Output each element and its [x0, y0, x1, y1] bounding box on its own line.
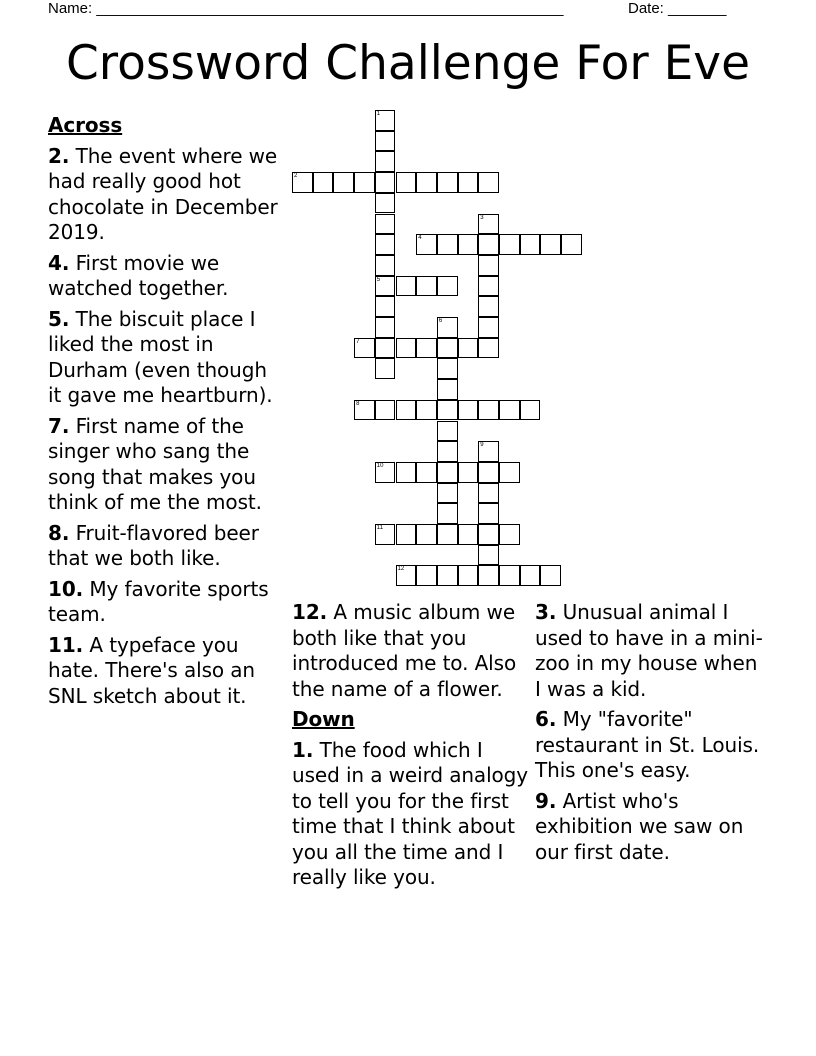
grid-cell[interactable]	[478, 296, 499, 317]
grid-cell[interactable]	[375, 524, 396, 545]
grid-cell[interactable]	[416, 276, 437, 297]
grid-cell[interactable]	[416, 400, 437, 421]
grid-cell[interactable]	[416, 234, 437, 255]
down-clue	[535, 707, 765, 784]
date-field-label: Date: _______	[628, 0, 727, 17]
grid-cell[interactable]	[396, 462, 417, 483]
clue-number: 7.	[48, 413, 70, 438]
clue-text: A typeface you hate. There's also an SNL sketch about it.	[48, 632, 256, 708]
clue-text: First name of the singer who sang the song that makes you think of me the most.	[48, 413, 262, 514]
clue-number: 6.	[535, 707, 557, 731]
across-clue	[48, 414, 284, 516]
grid-cell[interactable]	[437, 338, 458, 359]
clue-number: 10.	[48, 576, 84, 601]
grid-cell[interactable]	[416, 462, 437, 483]
grid-cell[interactable]	[458, 400, 479, 421]
clue-text: The event where we had really good hot chocolate in December 2019.	[48, 143, 278, 244]
grid-cell[interactable]	[437, 358, 458, 379]
grid-cell[interactable]	[520, 234, 541, 255]
grid-cell[interactable]	[292, 172, 313, 193]
grid-cell[interactable]	[375, 172, 396, 193]
clue-text: A music album we both like that you introduced me to. Also the name of a flower.	[292, 600, 517, 701]
grid-cell[interactable]	[520, 565, 541, 586]
grid-cell[interactable]	[396, 276, 417, 297]
grid-cell[interactable]	[458, 338, 479, 359]
grid-cell[interactable]	[375, 462, 396, 483]
clue-number: 12.	[292, 600, 328, 624]
page-title: Crossword Challenge For Eve	[65, 36, 751, 91]
grid-cell[interactable]	[375, 255, 396, 276]
clue-text: Artist who's exhibition we saw on our first date.	[535, 788, 744, 864]
grid-cell[interactable]	[478, 483, 499, 504]
grid-cell[interactable]	[478, 338, 499, 359]
grid-cell[interactable]	[458, 462, 479, 483]
grid-cell[interactable]	[375, 400, 396, 421]
grid-cell[interactable]	[437, 483, 458, 504]
across-clue	[48, 521, 284, 572]
grid-cell[interactable]	[437, 565, 458, 586]
grid-cell[interactable]	[375, 338, 396, 359]
grid-cell[interactable]	[561, 234, 582, 255]
clue-number: 11.	[48, 632, 84, 657]
clue-number: 5.	[48, 306, 70, 331]
grid-cell[interactable]	[437, 503, 458, 524]
grid-cell[interactable]	[540, 565, 561, 586]
clue-text: The biscuit place I liked the most in Durham (even though it gave me heartburn).	[48, 306, 273, 407]
grid-cell[interactable]	[458, 172, 479, 193]
grid-cell[interactable]	[478, 503, 499, 524]
cell-number: 9	[480, 442, 484, 449]
across-clue	[48, 633, 284, 710]
down-clue	[292, 738, 528, 891]
grid-cell[interactable]	[478, 234, 499, 255]
grid-cell[interactable]	[478, 276, 499, 297]
grid-cell[interactable]	[375, 214, 396, 235]
grid-cell[interactable]	[478, 462, 499, 483]
clue-number: 9.	[535, 788, 557, 813]
grid-cell[interactable]	[333, 172, 354, 193]
clues-column-3	[535, 600, 765, 870]
grid-cell[interactable]	[354, 172, 375, 193]
name-field-label: Name: ________________________________________________________	[48, 0, 564, 17]
clue-text: Fruit-flavored beer that we both like.	[48, 520, 259, 570]
clue-text: The food which I used in a weird analogy to tell you for the first time that I think about you all the time and I really like you.	[292, 737, 529, 889]
grid-cell[interactable]	[437, 172, 458, 193]
clues-column-2	[292, 600, 528, 896]
grid-cell[interactable]	[375, 131, 396, 152]
grid-cell[interactable]	[540, 234, 561, 255]
name-date-header	[0, 0, 816, 22]
grid-cell[interactable]	[478, 524, 499, 545]
grid-cell[interactable]	[520, 400, 541, 421]
cell-number: 3	[480, 214, 484, 221]
cell-number: 4	[418, 235, 422, 242]
grid-cell[interactable]	[396, 524, 417, 545]
cell-number: 5	[376, 276, 381, 283]
grid-cell[interactable]	[437, 524, 458, 545]
grid-cell[interactable]	[437, 400, 458, 421]
grid-cell[interactable]	[458, 524, 479, 545]
clue-text: Unusual animal I used to have in a mini-zoo in my house when I was a kid.	[535, 600, 763, 701]
clue-text: First movie we watched together.	[48, 250, 229, 300]
grid-cell[interactable]	[416, 172, 437, 193]
clue-text: My favorite sports team.	[48, 576, 269, 626]
grid-cell[interactable]	[375, 276, 396, 297]
across-clue	[48, 144, 284, 246]
grid-cell[interactable]	[499, 400, 520, 421]
grid-cell[interactable]	[478, 317, 499, 338]
grid-cell[interactable]	[437, 462, 458, 483]
clue-number: 8.	[48, 520, 70, 545]
grid-cell[interactable]	[499, 234, 520, 255]
cell-number: 6	[438, 318, 443, 324]
grid-cell[interactable]	[437, 421, 458, 442]
clue-number: 4.	[48, 250, 70, 275]
grid-cell[interactable]	[375, 317, 396, 338]
grid-cell[interactable]	[396, 565, 417, 586]
clue-text: My "favorite" restaurant in St. Louis. This one's easy.	[535, 707, 760, 782]
grid-cell[interactable]	[499, 524, 520, 545]
cell-number: 7	[356, 338, 360, 345]
grid-cell[interactable]	[478, 441, 499, 462]
grid-cell[interactable]	[478, 214, 499, 235]
grid-cell[interactable]	[396, 400, 417, 421]
grid-cell[interactable]	[416, 524, 437, 545]
cell-number: 12	[397, 566, 405, 573]
cell-number: 11	[376, 525, 384, 531]
grid-cell[interactable]	[437, 441, 458, 462]
grid-cell[interactable]	[478, 172, 499, 193]
grid-cell[interactable]	[396, 172, 417, 193]
across-heading: Across	[48, 113, 123, 137]
grid-cell[interactable]	[499, 565, 520, 586]
grid-cell[interactable]	[437, 234, 458, 255]
clue-number: 3.	[535, 600, 557, 624]
grid-cell[interactable]	[354, 338, 375, 359]
cell-number: 8	[356, 400, 360, 407]
grid-cell[interactable]	[375, 358, 396, 379]
clue-number: 1.	[292, 737, 314, 762]
grid-cell[interactable]	[313, 172, 334, 193]
grid-cell[interactable]	[478, 400, 499, 421]
grid-cell[interactable]	[458, 234, 479, 255]
grid-cell[interactable]	[375, 151, 396, 172]
across-clue	[48, 577, 284, 628]
grid-cell[interactable]	[416, 565, 437, 586]
clues-column-1	[48, 113, 284, 714]
grid-cell[interactable]	[375, 110, 396, 131]
grid-cell[interactable]	[437, 276, 458, 297]
clue-number: 2.	[48, 143, 70, 168]
grid-cell[interactable]	[478, 545, 499, 566]
grid-cell[interactable]	[375, 234, 396, 255]
down-heading: Down	[292, 707, 355, 731]
across-clue	[292, 600, 528, 702]
down-clue	[535, 789, 765, 866]
across-clue	[48, 251, 284, 302]
grid-cell[interactable]	[437, 317, 458, 338]
grid-cell[interactable]	[458, 565, 479, 586]
grid-cell[interactable]	[499, 462, 520, 483]
grid-cell[interactable]	[478, 565, 499, 586]
grid-cell[interactable]	[416, 338, 437, 359]
grid-cell[interactable]	[437, 379, 458, 400]
grid-cell[interactable]	[375, 193, 396, 214]
down-clue	[535, 600, 765, 702]
grid-cell[interactable]	[375, 296, 396, 317]
cell-number: 10	[376, 462, 384, 469]
grid-cell[interactable]	[354, 400, 375, 421]
grid-cell[interactable]	[478, 255, 499, 276]
across-clue	[48, 307, 284, 409]
grid-cell[interactable]	[396, 338, 417, 359]
cell-number: 1	[376, 111, 381, 117]
cell-number: 2	[294, 173, 298, 180]
